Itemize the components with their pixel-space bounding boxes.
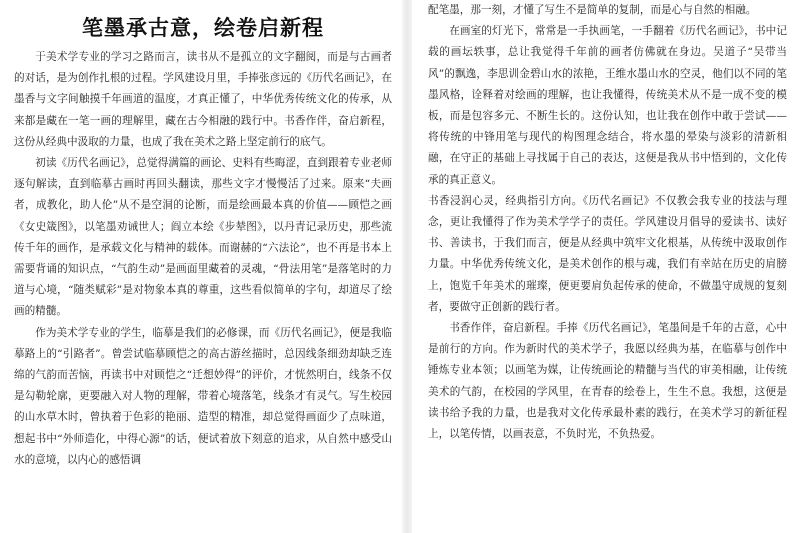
article-title: 笔墨承古意，绘卷启新程 <box>82 16 324 40</box>
right-page <box>412 0 799 533</box>
book-gutter <box>402 0 412 533</box>
left-paragraph-2: 初读《历代名画记》，总觉得满篇的画论、史料有些晦涩，直到跟着专业老师逐句解读，直到临摹古画时再回头翻读，那些文字才慢慢活了过来。原来“夫画者，成教化，助人伦”从不是空洞的论断，而是绘画最本真的价值——顾恺之画《女史箴图》，以笔墨劝诫世人；阎立本绘《步辇图》，以丹青记录历史，那些流传千年的画作，是承载文化与精神的载体。而谢赫的“六法论”，也不再是书本上需要背诵的知识点，“气韵生动”是画面里藏着的灵魂，“骨法用笔”是落笔时的力道与心境，“随类赋彩”是对物象本真的尊重，这些看似简单的字句，却道尽了绘画的精髓。 <box>14 157 392 318</box>
left-paragraph-1: 于美术学专业的学习之路而言，读书从不是孤立的文字翻阅，而是与古画者的对话，是为创作扎根的过程。学风建设月里，手捧张彦远的《历代名画记》，在墨香与文字间触摸千年画道的温度，才真正懂了，中华优秀传统文化的传承，从来都是藏在一笔一画的理解里，藏在古今相融的践行中。书香作伴，奋启新程，这份从经典中汲取的力量，也成了我在美术之路上坚定前行的底气。 <box>14 51 392 148</box>
right-paragraph-4: 书香作伴，奋启新程。手捧《历代名画记》，笔墨间是千年的古意，心中是前行的方向。作为新时代的美术学子，我愿以经典为基，在临摹与创作中锤炼专业本领；以画笔为媒，让传统画论的精髓与当代的审美相融，让传统美术的气韵，在校园的学风里，在青春的绘卷上，生生不息。我想，这便是读书给予我的力量，也是我对文化传承最朴素的践行，在美术学习的新征程上，以笔传情，以画表意，不负时光，不负热爱。 <box>428 322 787 441</box>
right-paragraph-continued: 配笔墨，那一刻，才懂了写生不是简单的复制，而是心与自然的相融。 <box>428 4 757 16</box>
left-paragraph-3: 作为美术学专业的学生，临摹是我们的必修课，而《历代名画记》，便是我临摹路上的“引路者”。曾尝试临摹顾恺之的高古游丝描时，总因线条细劲却缺乏连绵的气韵而苦恼，再读书中对顾恺之“迁想妙得”的评价，才恍然明白，线条不仅是勾勒轮廓，更要融入对人物的理解，带着心境落笔，线条才有灵气。写生校园的山水草木时，曾执着于色彩的艳丽、造型的精准，却总觉得画面少了点味道，想起书中“外师造化，中得心源”的话，便试着放下刻意的追求，从自然中感受山水的意境，以内心的感悟调 <box>14 326 392 466</box>
right-paragraph-3: 书香浸润心灵，经典指引方向。《历代名画记》不仅教会我专业的技法与理念，更让我懂得了作为美术学学子的责任。学风建设月倡导的爱读书、读好书、善读书，于我们而言，便是从经典中筑牢文化根基，从传统中汲取创作力量。中华优秀传统文化，是美术创作的根与魂，我们有幸站在历史的肩膀上，饱览千年美术的璀璨，便更要肩负起传承的使命，不做墨守成规的复刻者，要做守正创新的践行者。 <box>428 194 787 313</box>
right-paragraph-2: 在画室的灯光下，常常是一手执画笔，一手翻着《历代名画记》，书中记载的画坛轶事，总让我觉得千年前的画者仿佛就在身边。吴道子“吴带当风”的飘逸，李思训金碧山水的浓艳，王维水墨山水的空灵，他们以不同的笔墨风格，诠释着对绘画的理解，也让我懂得，传统美术从不是一成不变的模板，而是包容多元、不断生长的。这份认知，也让我在创作中敢于尝试——将传统的中锋用笔与现代的构图理念结合，将水墨的晕染与淡彩的清新相融，在守正的基础上寻找属于自己的表达，这便是我从书中悟到的，文化传承的真正意义。 <box>428 25 787 186</box>
